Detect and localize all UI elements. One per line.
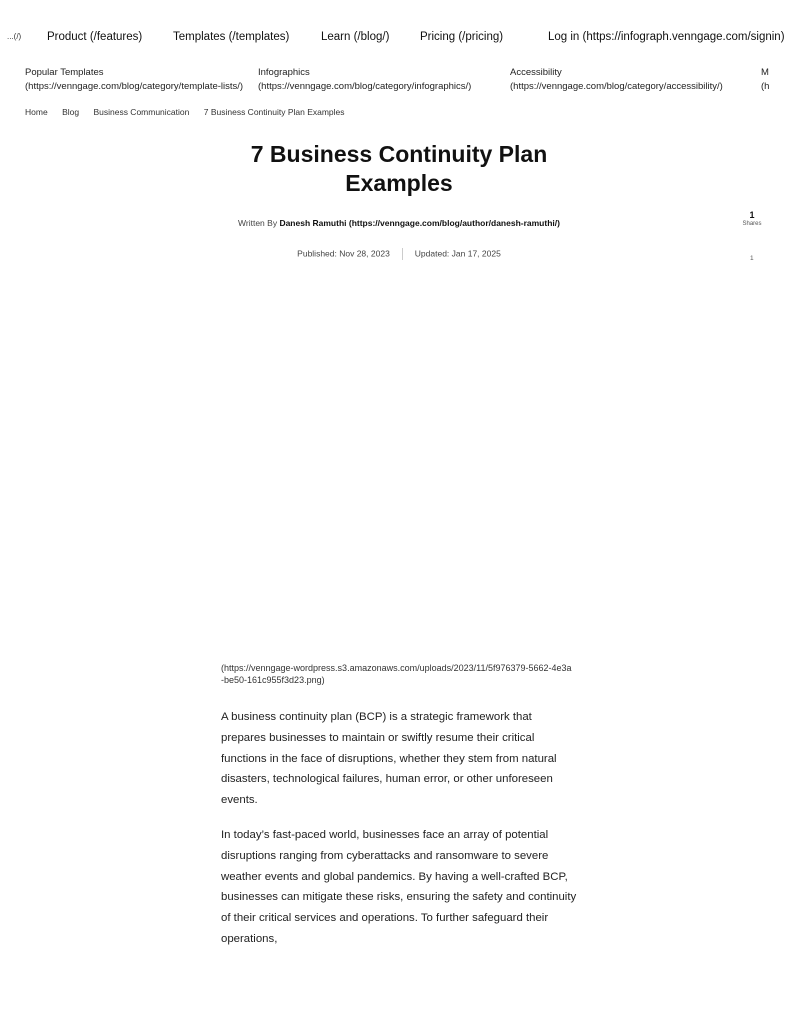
category-infographics[interactable] <box>258 66 503 94</box>
category-title: Accessibility <box>510 67 562 78</box>
share-count: 1 <box>749 210 755 220</box>
breadcrumb <box>25 107 357 117</box>
breadcrumb-category[interactable]: Business Communication <box>93 107 190 117</box>
article-paragraph: A business continuity plan (BCP) is a strategic framework that prepares businesses to maintain or swiftly resume their critical functions in the face of disruptions, whether they stem from natural disasters, technological failures, human error, or other unforeseen events. <box>221 711 557 807</box>
breadcrumb-current: 7 Business Continuity Plan Examples <box>203 107 345 117</box>
page-title: 7 Business Continuity Plan Examples <box>250 141 548 196</box>
category-url: (https://venngage.com/blog/category/template-lists/) <box>25 81 244 92</box>
share-counter <box>736 210 768 228</box>
article-paragraph: In today’s fast-paced world, businesses face an array of potential disruptions ranging from cyberattacks and ransomware to severe weather events and global pandemics. By having a well-crafted BCP, businesses can mitigate these risks, ensuring the safety and continuity of their critical services and operations. To further safeguard their operations, <box>221 828 577 945</box>
category-navigation <box>0 66 768 108</box>
category-url: (h <box>761 81 770 92</box>
share-label: Shares <box>742 221 762 227</box>
category-title: M <box>761 67 769 78</box>
category-popular-templates[interactable] <box>25 66 250 94</box>
date-divider <box>402 248 403 260</box>
category-accessibility[interactable] <box>510 66 755 94</box>
nav-learn[interactable]: Learn (/blog/) <box>321 31 390 43</box>
category-title: Infographics <box>258 67 310 78</box>
category-title: Popular Templates <box>25 67 104 78</box>
category-url: (https://venngage.com/blog/category/infographics/) <box>258 81 472 92</box>
category-url: (https://venngage.com/blog/category/accessibility/) <box>510 81 723 92</box>
share-button-count[interactable]: 1 <box>750 255 754 262</box>
nav-pricing[interactable]: Pricing (/pricing) <box>420 31 504 43</box>
updated-date: Updated: Jan 17, 2025 <box>414 248 501 259</box>
featured-image <box>220 275 572 655</box>
nav-product[interactable]: Product (/features) <box>47 31 143 43</box>
category-more[interactable] <box>761 66 768 94</box>
article-body <box>221 707 577 964</box>
published-date: Published: Nov 28, 2023 <box>297 248 390 259</box>
written-by-label: Written By <box>238 218 278 228</box>
nav-templates[interactable]: Templates (/templates) <box>173 31 290 43</box>
article-dates <box>230 248 568 260</box>
author-link[interactable]: Danesh Ramuthi (https://venngage.com/blog/author/danesh-ramuthi/) <box>279 218 560 228</box>
article-byline <box>230 216 568 230</box>
logo-link[interactable]: ...(/) <box>7 32 22 41</box>
breadcrumb-home[interactable]: Home <box>25 107 48 117</box>
top-navigation <box>0 26 785 50</box>
featured-image-link[interactable]: (https://venngage-wordpress.s3.amazonaws.com/uploads/2023/11/5f976379-5662-4e3a-be50-161c955f3d23.png) <box>221 663 572 685</box>
breadcrumb-blog[interactable]: Blog <box>62 107 80 117</box>
nav-login[interactable]: Log in (https://infograph.venngage.com/signin) <box>548 31 785 43</box>
